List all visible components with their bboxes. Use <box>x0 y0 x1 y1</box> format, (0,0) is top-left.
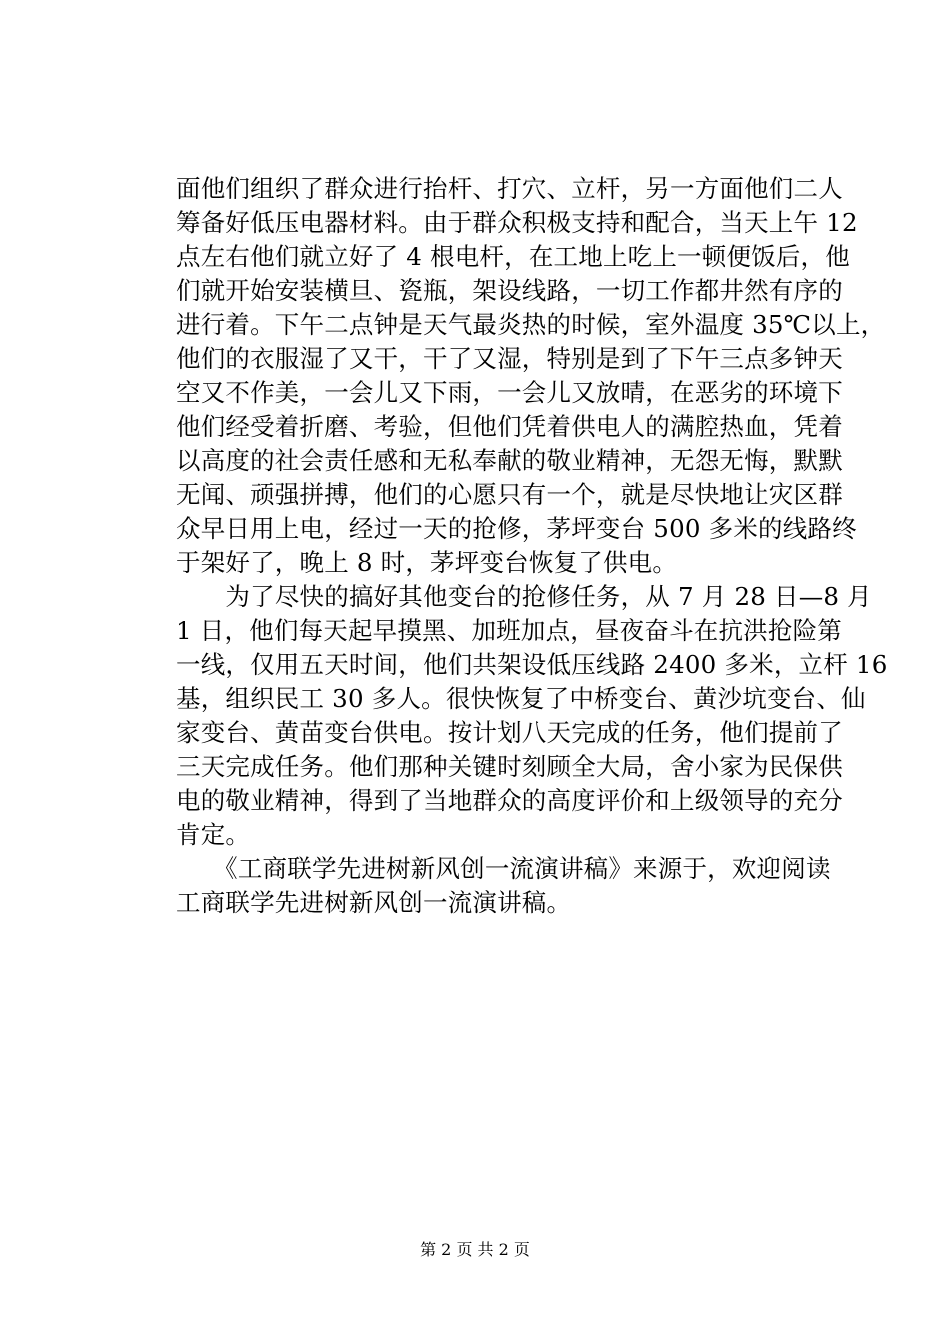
text-line: 无闻、顽强拼搏，他们的心愿只有一个，就是尽快地让灾区群 <box>176 480 843 509</box>
text-line: 基，组织民工 30 多人。很快恢复了中桥变台、黄沙坑变台、仙 <box>176 684 866 713</box>
text-line: 《工商联学先进树新风创一流演讲稿》来源于，欢迎阅读 <box>176 854 831 883</box>
text-line: 筹备好低压电器材料。由于群众积极支持和配合，当天上午 12 <box>176 208 858 237</box>
text-line: 以高度的社会责任感和无私奉献的敬业精神，无怨无悔，默默 <box>176 446 843 475</box>
text-line: 三天完成任务。他们那种关键时刻顾全大局，舍小家为民保供 <box>176 752 843 781</box>
text-line: 他们的衣服湿了又干，干了又湿，特别是到了下午三点多钟天 <box>176 344 843 373</box>
text-line: 为了尽快的搞好其他变台的抢修任务，从 7 月 28 日—8 月 <box>176 582 872 611</box>
text-line: 点左右他们就立好了 4 根电杆，在工地上吃上一顿便饭后，他 <box>176 242 850 271</box>
text-line: 进行着。下午二点钟是天气最炎热的时候，室外温度 35℃以上， <box>176 310 886 339</box>
text-line: 工商联学先进树新风创一流演讲稿。 <box>176 888 572 917</box>
text-line: 家变台、黄苗变台供电。按计划八天完成的任务，他们提前了 <box>176 718 843 747</box>
document-body <box>176 172 888 920</box>
text-line: 一线，仅用五天时间，他们共架设低压线路 2400 多米，立杆 16 <box>176 650 888 679</box>
text-line: 肯定。 <box>176 820 251 849</box>
text-line: 于架好了，晚上 8 时，茅坪变台恢复了供电。 <box>176 548 678 577</box>
text-line: 面他们组织了群众进行抬杆、打穴、立杆，另一方面他们二人 <box>176 174 843 203</box>
text-line: 们就开始安装横旦、瓷瓶，架设线路，一切工作都井然有序的 <box>176 276 843 305</box>
text-line: 电的敬业精神，得到了当地群众的高度评价和上级领导的充分 <box>176 786 843 815</box>
text-line: 众早日用上电，经过一天的抢修，茅坪变台 500 多米的线路终 <box>176 514 857 543</box>
text-line: 他们经受着折磨、考验，但他们凭着供电人的满腔热血，凭着 <box>176 412 843 441</box>
text-line: 1 日，他们每天起早摸黑、加班加点，昼夜奋斗在抗洪抢险第 <box>176 616 842 645</box>
text-line: 空又不作美，一会儿又下雨，一会儿又放晴，在恶劣的环境下 <box>176 378 843 407</box>
page-number-footer: 第 2 页 共 2 页 <box>420 1240 530 1259</box>
